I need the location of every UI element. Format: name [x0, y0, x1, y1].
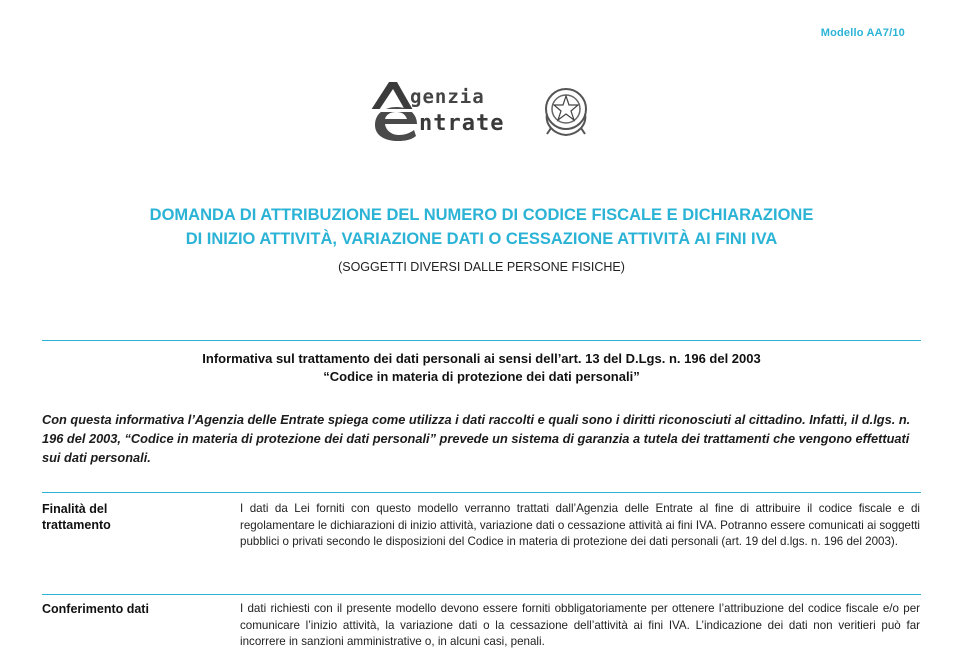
section-text-conferimento: [240, 601, 920, 651]
document-title-line-1: DOMANDA DI ATTRIBUZIONE DEL NUMERO DI CODICE FISCALE E DICHIARAZIONE: [149, 206, 814, 224]
document-subtitle: (SOGGETTI DIVERSI DALLE PERSONE FISICHE): [338, 260, 625, 274]
section-label-line: Finalità del: [42, 502, 108, 516]
divider: [42, 492, 921, 493]
document-title-line-2: DI INIZIO ATTIVITÀ, VARIAZIONE DATI O CESSAZIONE ATTIVITÀ AI FINI IVA: [185, 230, 778, 248]
section-paragraph: I dati richiesti con il presente modello devono essere forniti obbligatoriamente per ottenere l’attribuzione del codice fiscale e/o per comunicare l’inizio attività, la variazione dati o la cessazione dell’attività ai fini IVA. L’indicazione dei dati non veritieri può far incorrere in sanzioni amministrative o, in alcuni casi, penali.: [240, 602, 920, 648]
section-label-line: Conferimento dati: [42, 602, 149, 616]
section-label-line: trattamento: [42, 518, 111, 532]
document-title: [0, 203, 963, 251]
informativa-heading-line-1: Informativa sul trattamento dei dati personali ai sensi dell’art. 13 del D.Lgs. n. 196 del 2003: [202, 351, 761, 366]
informativa-heading-line-2: “Codice in materia di protezione dei dati personali”: [323, 369, 640, 384]
logo-word-agenzia: genzia: [410, 86, 485, 108]
section-paragraph: I dati da Lei forniti con questo modello verranno trattati dall’Agenzia delle Entrate al fine di attribuire il codice fiscale e di regolamentare le dichiarazioni di inizio attività, variazione dati o cessazione attività ai fini IVA. Potranno essere comunicati ai soggetti pubblici o privati secondo le disposizioni del Codice in materia di protezione dei dati personali (art. 19 del d.lgs. n. 196 del 2003).: [240, 502, 920, 548]
section-text-finalita: [240, 501, 920, 551]
informativa-intro: Con questa informativa l’Agenzia delle Entrate spiega come utilizza i dati raccolti e quali sono i diritti riconosciuti al cittadino. Infatti, il d.lgs. n. 196 del 2003, “Codice in materia di protezione dei dati personali” prevede un sistema di garanzia a tutela dei trattamenti che vengono effettuati sui dati personali.: [42, 412, 911, 465]
model-code: Modello AA7/10: [820, 27, 905, 39]
italian-republic-emblem-icon: [541, 84, 591, 138]
divider: [42, 594, 921, 595]
informativa-heading: [0, 350, 963, 386]
logo-word-entrate: ntrate: [419, 111, 505, 136]
agenzia-entrate-logo: [367, 80, 599, 142]
section-label-conferimento: [42, 601, 222, 617]
section-label-finalita: [42, 501, 222, 533]
divider: [42, 340, 921, 341]
